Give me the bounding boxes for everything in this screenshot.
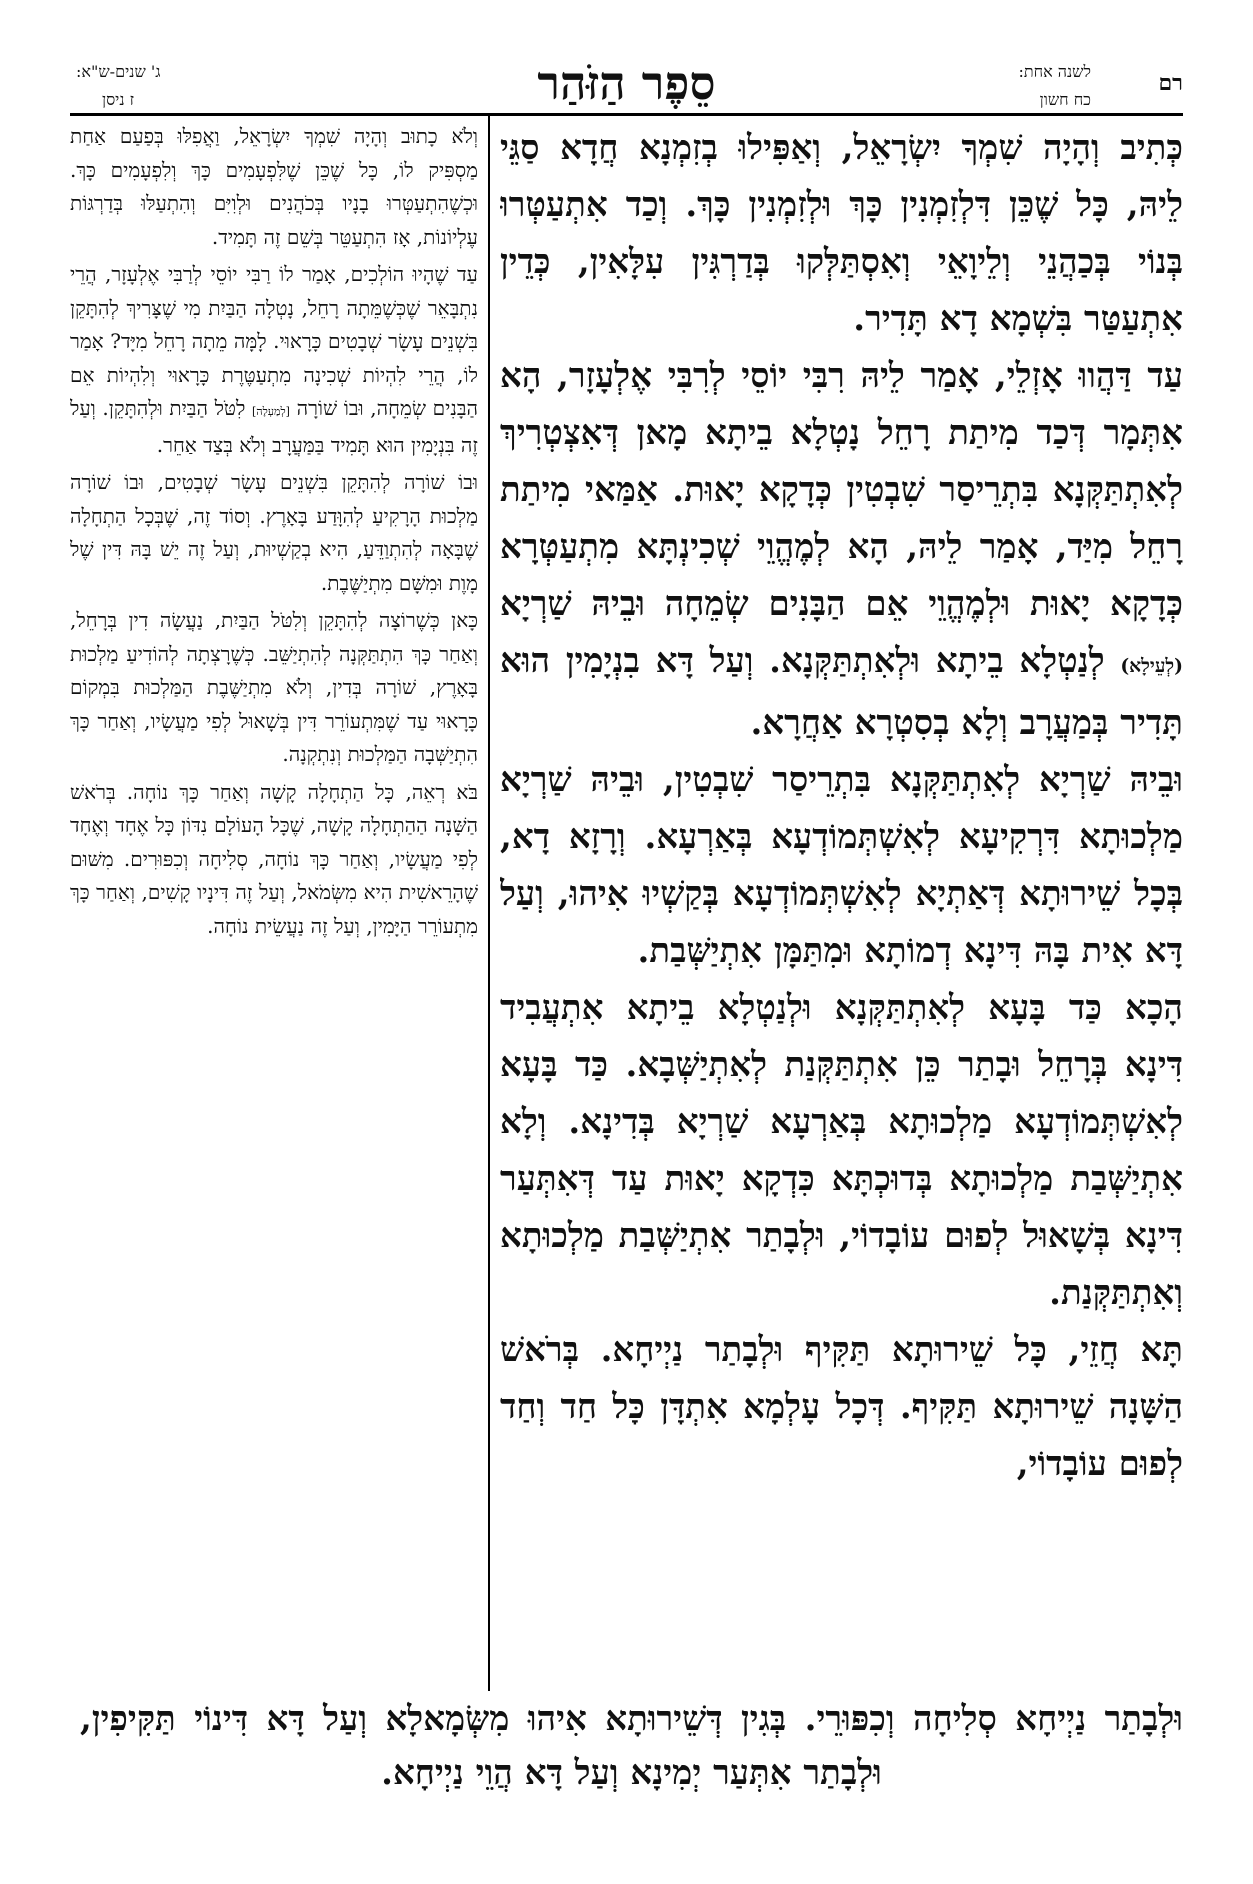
hebrew-paragraph: בֹּא רְאֵה, כָּל הַתְחָלָה קָשָׁה וְאַחַר כָּךְ נוֹחָה. בְּרֹאשׁ הַשָּׁנָה הַהַתְחָלָה קָשָׁה, שֶׁכָּל הָעוֹלָם נִדּוֹן כָּל אֶחָד וְאֶחָד לְפִי מַעֲשָׂיו, וְאַחַר כָּךְ נוֹחָה, סְלִיחָה וְכִפּוּרִים. מִשּׁוּם שֶׁהָרֵאשִׁית הִיא מִשְּׂמֹאל, וְעַל זֶה דִּינָיו קָשִׁים, וְאַחַר כָּךְ מִתְעוֹרֵר הַיָּמִין, וְעַל זֶה נַעֲשֵׂית נוֹחָה. (70, 779, 478, 938)
aramaic-paragraph: הָכָא כַּד בָּעָא לְאִתְתַּקְּנָא וּלְנַטְלָא בֵיתָא אִתְעֲבִיד דִּינָא בְּרָחֵל וּבָתַר כֵּן אִתְתַּקְּנַת לְאִתְיַשְּׁבָא. כַּד בָּעָא לְאִשְׁתְּמוֹדְעָא מַלְכוּתָא בְּאַרְעָא שַׁרְיָא בְּדִינָא. וְלָא אִתְיַשְּׁבַת מַלְכוּתָא בְּדוּכְתָּא כִּדְקָא יָאוּת עַד דְּאִתְּעַר דִּינָא בְּשָׁאוּל לְפוּם עוֹבָדוֹי, וּלְבָתַר אִתְיַשְּׁבַת מַלְכוּתָא וְאִתְתַּקְּנַת. (500, 988, 1183, 1313)
hebrew-paragraph (70, 258, 478, 462)
page-number: רם (1158, 70, 1183, 96)
hebrew-paragraph: וְלֹא כָתוּב וְהָיָה שִׁמְךָ יִשְׂרָאֵל, וַאֲפִלּוּ בְּפַעַם אַחַת מַסְפִּיק לוֹ, כָּל שֶׁכֵּן שֶׁלִּפְעָמִים כָּךְ וְלִפְעָמִים כָּךְ. וּכְשֶׁהִתְעַטְּרוּ בָנָיו בְּכֹהֲנִים וּלְוִיִּם וְהִתְעַלּוּ בְּדַרְגּוֹת עֶלְיוֹנוֹת, אָז הִתְעַטֵּר בְּשֵׁם זֶה תָּמִיד. (70, 124, 478, 249)
hebrew-paragraph: כָּאן כְּשֶׁרוֹצָה לְהִתָּקֵן וְלִטֹּל הַבַּיִת, נַעֲשָׂה דִין בְּרָחֵל, וְאַחַר כָּךְ הִתְתַּקְּנָה לְהִתְיַשֵּׁב. כְּשֶׁרָצְתָה לְהוֹדִיעַ מַלְכוּת בָּאָרֶץ, שׁוֹרָה בְּדִין, וְלֹא מִתְיַשֶּׁבֶת הַמַּלְכוּת בִּמְקוֹם כָּרָאוּי עַד שֶׁמִּתְעוֹרֵר דִּין בְּשָׁאוּל לְפִי מַעֲשָׂיו, וְאַחַר כָּךְ הִתְיַשְּׁבָה הַמַּלְכוּת וְנִתְקְנָה. (70, 608, 478, 766)
aramaic-text: לְנַטְלָא בֵיתָא וּלְאִתְתַּקְּנָא. וְעַל דָּא בִנְיָמִין הוּא תָּדִיר בְּמַעֲרָב וְלָא בְסִטְרָא אַחֲרָא. (500, 641, 1183, 743)
aramaic-column (500, 120, 1183, 1700)
aramaic-paragraph-end: וּלְבָתַר נַיְיחָא סְלִיחָה וְכִפּוּרֵי. בְּגִין דְּשֵׁירוּתָא אִיהוּ מִשְּׂמָאלָא וְעַל דָּא דִּינוֹי תַּקִּיפִין, וּלְבָתַר אִתְּעַר יְמִינָא וְעַל דָּא הֲוֵי נַיְיחָא. (80, 1699, 1183, 1793)
aramaic-paragraph: וּבֵיהּ שַׁרְיָא לְאִתְתַּקְּנָא בִּתְרֵיסַר שִׁבְטִין, וּבֵיהּ שַׁרְיָא מַלְכוּתָא דִּרְקִיעָא לְאִשְׁתְּמוֹדְעָא בְּאַרְעָא. וְרָזָא דָא, בְּכָל שֵׁירוּתָא דְּאַתְיָא לְאִשְׁתְּמוֹדְעָא בְּקַשְׁיוּ אִיהוּ, וְעַל דָּא אִית בָּהּ דִּינָא דְמוֹתָא וּמִתַּמָּן אִתְיַשְּׁבַת. (500, 760, 1183, 971)
column-divider (488, 116, 490, 1691)
study-schedule-one-year: לשנה אחת: (1018, 62, 1091, 81)
book-title: סֵפֶר הַזֹּהַר (537, 56, 716, 110)
aramaic-paragraph: תָּא חֲזֵי, כָּל שֵׁירוּתָא תַּקִּיף וּלְבָתַר נַיְיחָא. בְּרֹאשׁ הַשָּׁנָה שֵׁירוּתָא תַּקִּיף. דְּכָל עָלְמָא אִתְדָּן כָּל חַד וְחַד לְפוּם עוֹבָדוֹי, (500, 1330, 1183, 1484)
aramaic-note: (לְעֵילָא) (1120, 655, 1183, 677)
page-header (70, 50, 1183, 108)
study-date-one-year: כח חשון (1039, 90, 1091, 109)
study-date-three-years: ז ניסן (102, 90, 135, 109)
hebrew-paragraph: וּבוֹ שׁוֹרָה לְהִתָּקֵן בִּשְׁנֵים עָשָׂר שְׁבָטִים, וּבוֹ שׁוֹרָה מַלְכוּת הָרָקִיעַ לְהִוָּדַע בָּאָרֶץ. וְסוֹד זֶה, שֶׁבְּכָל הַתְחָלָה שֶׁבָּאָה לְהִתְוַדֵּעַ, הִיא בְקַשְׁיוּת, וְעַל זֶה יֵשׁ בָּהּ דִּין שֶׁל מָוֶת וּמִשָּׁם מִתְיַשֶּׁבֶת. (70, 470, 478, 595)
hebrew-translation-column (70, 120, 478, 1700)
aramaic-text: עַד דַּהֲווּ אָזְלֵי, אָמַר לֵיהּ רִבִּי יוֹסֵי לְרִבִּי אֶלְעָזָר, הָא אִתְּמָר דְּכַד מִיתַת רָחֵל נָטְלָא בֵיתָא מָאן דְּאִצְטְרִיךְ לְאִתְתַּקְּנָא בִּתְרֵיסַר שִׁבְטִין כְּדָקָא יָאוּת. אַמַּאי מִיתַת רָחֵל מִיַּד, אָמַר לֵיהּ, הָא לְמֶהֱוֵי שְׁכִינְתָּא מִתְעַטְּרָא כְּדָקָא יָאוּת וּלְמֶהֱוֵי אֵם הַבָּנִים שְׂמֵחָה וּבֵיהּ שַׁרְיָא (500, 356, 1183, 624)
hebrew-text: עַד שֶׁהָיוּ הוֹלְכִים, אָמַר לוֹ רַבִּי יוֹסֵי לְרַבִּי אֶלְעָזָר, הֲרֵי נִתְבָּאֵר שֶׁכְּשֶׁמֵּתָה רָחֵל, נָטְלָה הַבַּיִת מִי שֶׁצָּרִיךְ לְהִתָּקֵן בִּשְׁנֵים עָשָׂר שְׁבָטִים כָּרָאוּי. לָמָּה מֵתָה רָחֵל מִיָּד? אָמַר לוֹ, הֲרֵי לִהְיוֹת שְׁכִינָה מִתְעַטֶּרֶת כָּרָאוּי וְלִהְיוֹת אֵם הַבָּנִים שְׂמֵחָה, וּבוֹ שׁוֹרָה (70, 262, 478, 420)
aramaic-paragraph: כְּתִיב וְהָיָה שִׁמְךָ יִשְׂרָאֵל, וְאַפִּילוּ בְזִמְנָא חֲדָא סַגֵּי לֵיהּ, כָּל שֶׁכֵּן דִּלְזִמְנִין כָּךְ וּלְזִמְנִין כָּךְ. וְכַד אִתְעַטְּרוּ בְּנוֹי בְּכַהֲנֵי וְלֵיוָאֵי וְאִסְתַּלְּקוּ בְּדַרְגִּין עִלָּאִין, כְּדֵין אִתְעַטַּר בִּשְׁמָא דָא תָּדִיר. (500, 128, 1183, 339)
header-divider (70, 113, 1183, 116)
hebrew-note: [לְמַעְלָה] (252, 405, 290, 418)
hebrew-text: לִטֹּל הַבַּיִת וּלְהִתָּקֵן. וְעַל זֶה בִּנְיָמִין הוּא תָּמִיד בַּמַּעֲרָב וְלֹא בְּצַד אַחֵר. (70, 396, 478, 457)
aramaic-continuation (80, 1692, 1183, 1800)
aramaic-paragraph (500, 348, 1183, 752)
study-schedule-three-years: ג' שנים-ש"א: (76, 62, 161, 81)
